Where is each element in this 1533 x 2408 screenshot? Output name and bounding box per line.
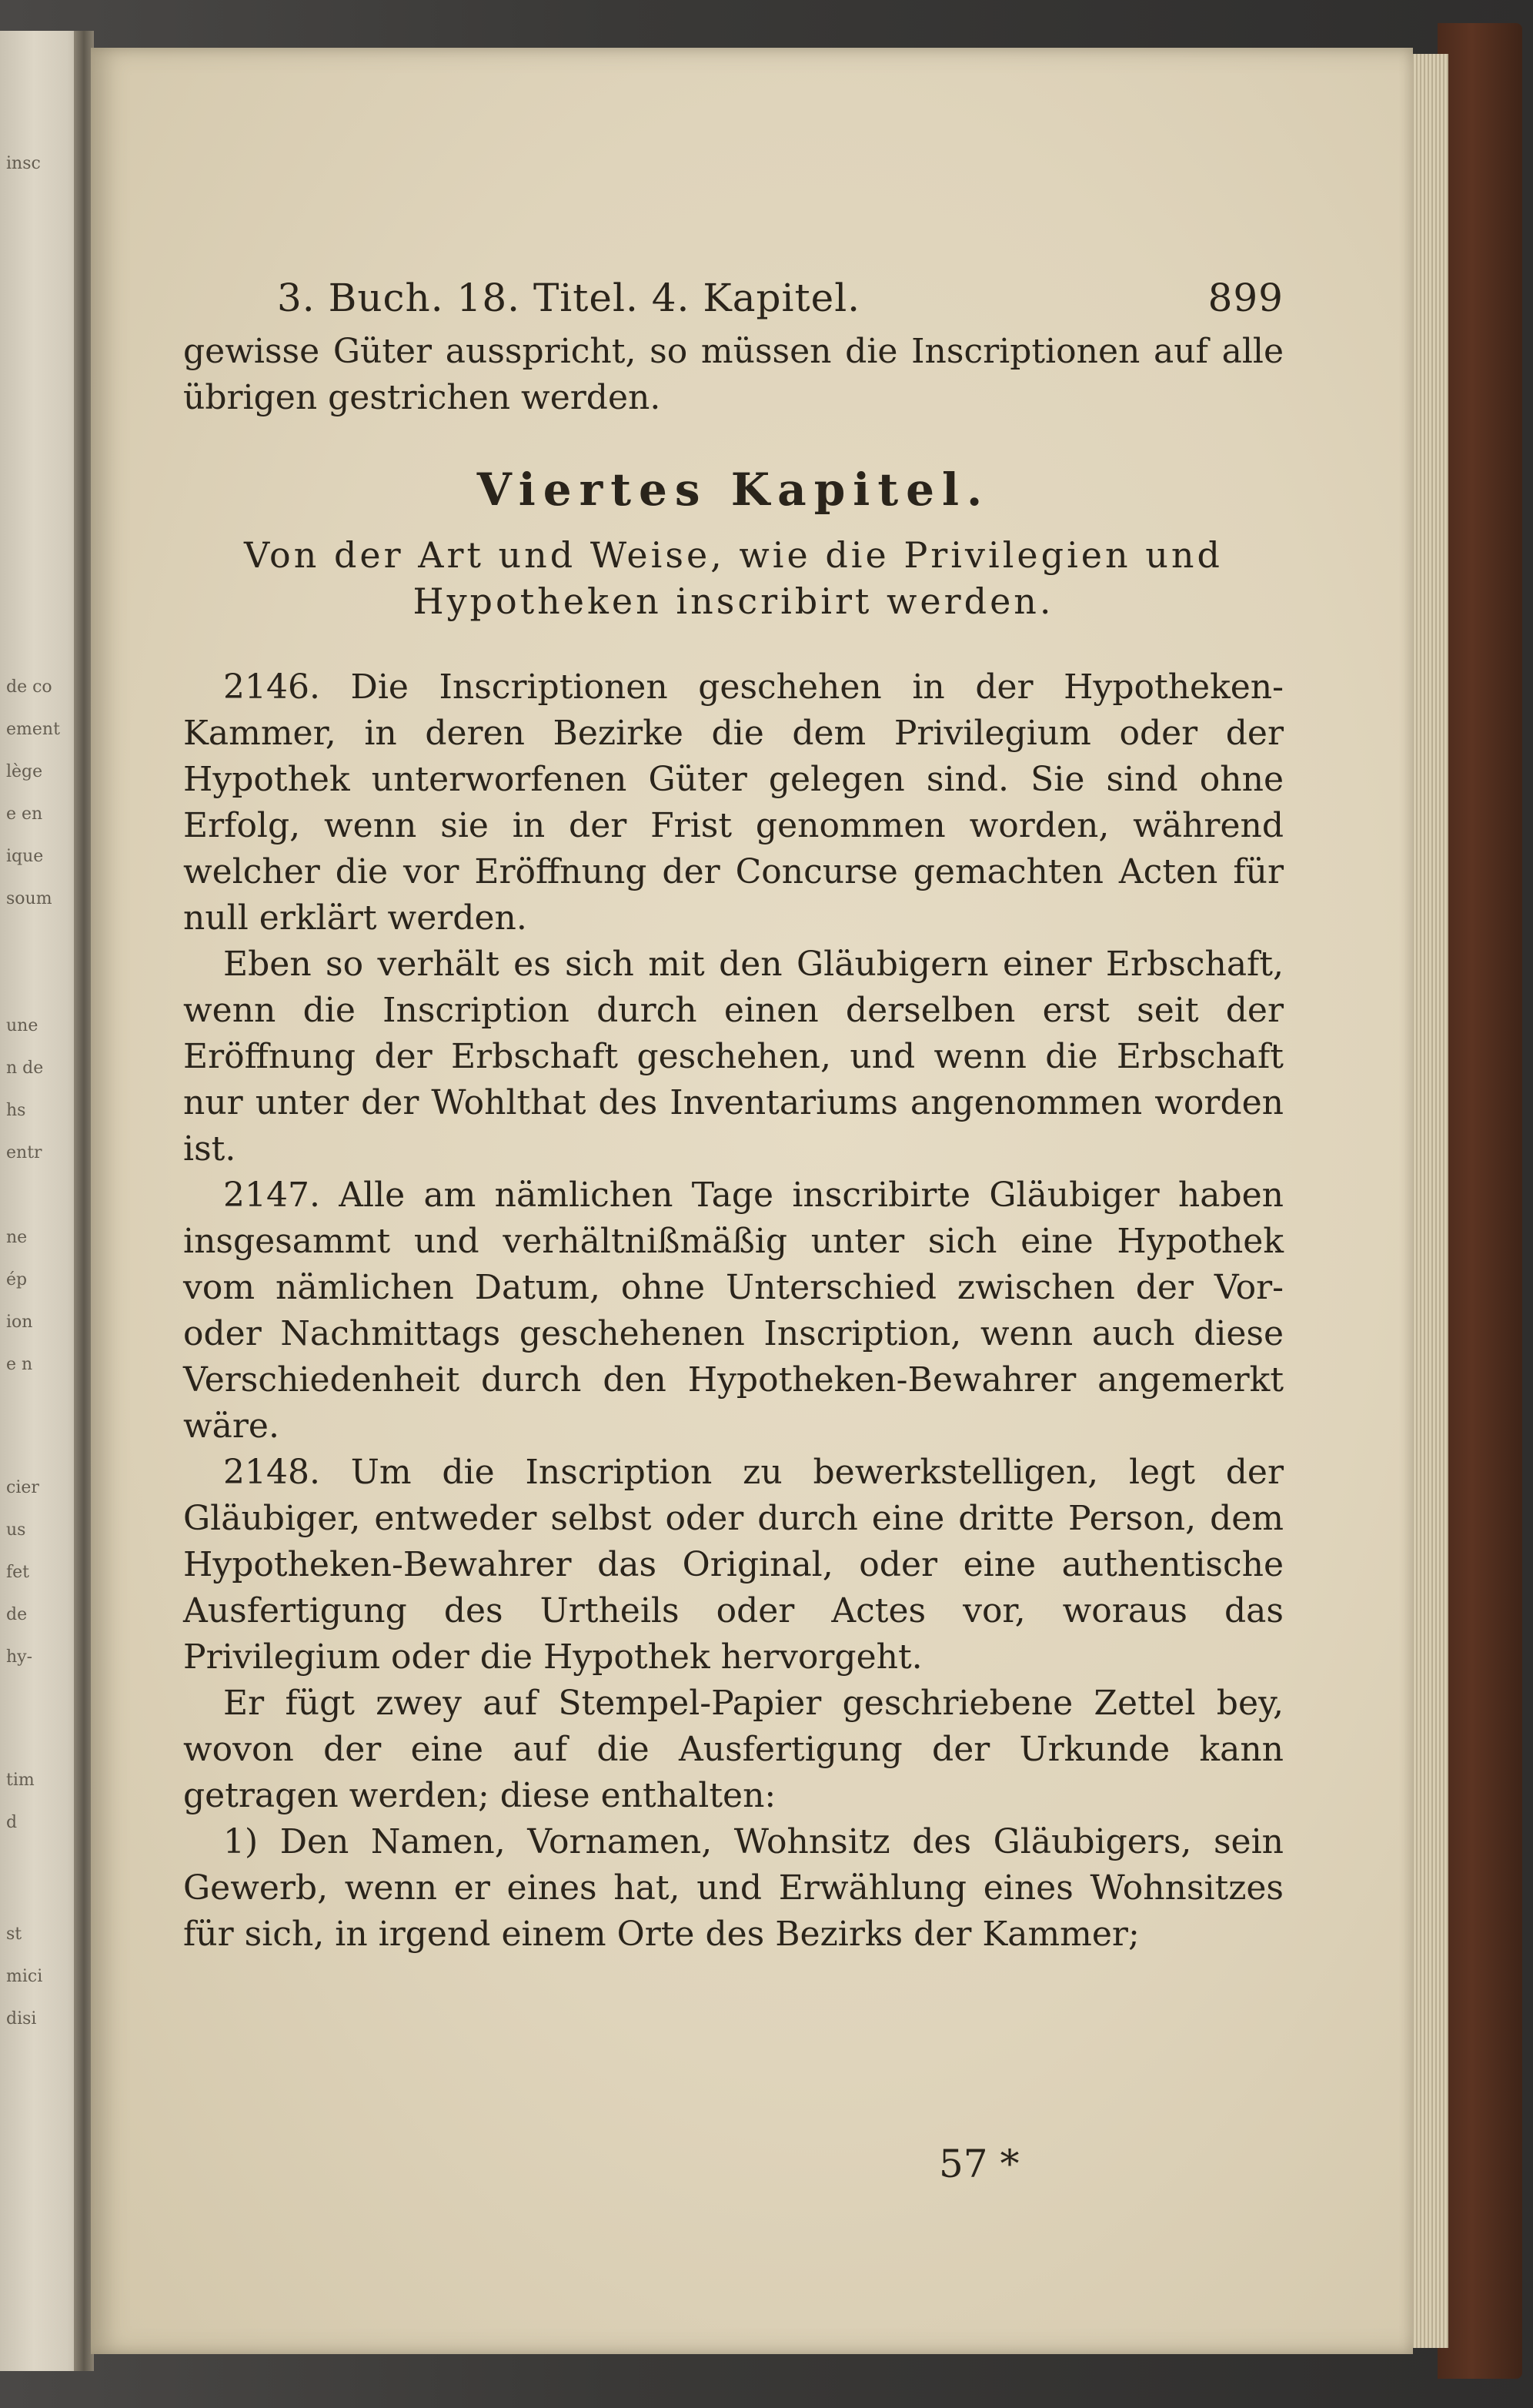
facing-page-fragment: lège [6,762,43,781]
facing-page-fragment: de [6,1605,28,1624]
facing-page-fragment: fet [6,1563,30,1582]
facing-page-fragment: hy- [6,1647,33,1667]
book-cover [1438,23,1522,2379]
page-text [183,267,1284,1958]
facing-page-fragment: st [6,1925,22,1944]
chapter-subtitle [183,532,1284,624]
chapter-subtitle-line: Hypotheken inscribirt werden. [412,580,1054,622]
page-number: 899 [1207,276,1284,320]
facing-page-fragment: us [6,1520,26,1540]
facing-page-fragment: entr [6,1143,42,1162]
chapter-title: Viertes Kapitel. [476,463,990,516]
signature-mark: 57 * [939,2142,1020,2186]
facing-page-fragment: tim [6,1771,35,1790]
facing-page-fragment: d [6,1813,18,1832]
facing-page-fragment: soum [6,889,52,908]
facing-page [0,31,85,2371]
facing-page-fragment: disi [6,2009,37,2028]
facing-page-fragment: cier [6,1478,39,1497]
facing-page-fragment: ép [6,1270,28,1289]
article-2146-continued: Eben so verhält es sich mit den Gläubigern einer Erbschaft, wenn die Inscription durch einen derselben erst seit der Eröffnung der Erbschaft geschehen, und wenn die Erbschaft nur unter der Wohlthat des Inventariums angenommen worden ist. [183,945,1284,1169]
continuation-paragraph: gewisse Güter ausspricht, so müssen die Inscriptionen auf alle übrigen gestrichen werden. [183,332,1284,417]
running-head [183,267,1284,329]
facing-page-fragment: e n [6,1355,33,1374]
book-page [91,48,1413,2354]
facing-page-fragment: e en [6,804,43,824]
facing-page-fragment: de co [6,677,52,697]
list-item-1: 1) Den Namen, Vornamen, Wohnsitz des Gläubigers, sein Gewerb, wenn er eines hat, und Erwählung eines Wohnsitzes für sich, in irgend einem Orte des Bezirks der Kammer; [183,1822,1284,1954]
running-head-title: 3. Buch. 18. Titel. 4. Kapitel. [277,276,861,320]
facing-page-fragment: ement [6,720,60,739]
facing-page-fragment: n de [6,1059,44,1078]
article-2146: 2146. Die Inscriptionen geschehen in der Hypotheken-Kammer, in deren Bezirke die dem Privilegium oder der Hypothek unterworfenen Güter gelegen sind. Sie sind ohne Erfolg, wenn sie in der Frist genommen worden, während welcher die vor Eröffnung der Concurse gemachten Acten für null erklärt werden. [183,667,1284,938]
facing-page-fragment: ion [6,1313,33,1332]
facing-page-fragment: mici [6,1967,43,1986]
facing-page-fragment: ique [6,847,44,866]
facing-page-fragment: insc [6,154,41,173]
article-2147: 2147. Alle am nämlichen Tage inscribirte Gläubiger haben insgesammt und verhältnißmäßig unter sich eine Hypothek vom nämlichen Datum, ohne Unterschied zwischen der Vor- oder Nachmittags geschehenen Inscription, wenn auch diese Verschiedenheit durch den Hypotheken-Bewahrer angemerkt wäre. [183,1176,1284,1446]
article-2148-continued: Er fügt zwey auf Stempel-Papier geschriebene Zettel bey, wovon der eine auf die Ausfertigung der Urkunde kann getragen werden; diese enthalten: [183,1684,1284,1815]
page-edges [1410,54,1448,2348]
chapter-subtitle-line: Von der Art und Weise, wie die Privilegien und [244,534,1223,576]
facing-page-fragment: ne [6,1228,28,1247]
article-2148: 2148. Um die Inscription zu bewerkstelligen, legt der Gläubiger, entweder selbst oder durch eine dritte Person, dem Hypotheken-Bewahrer das Original, oder eine authentische Ausfertigung des Urtheils oder Actes vor, woraus das Privilegium oder die Hypothek hervorgeht. [183,1453,1284,1677]
facing-page-fragment: une [6,1016,38,1035]
facing-page-fragment: hs [6,1101,26,1120]
